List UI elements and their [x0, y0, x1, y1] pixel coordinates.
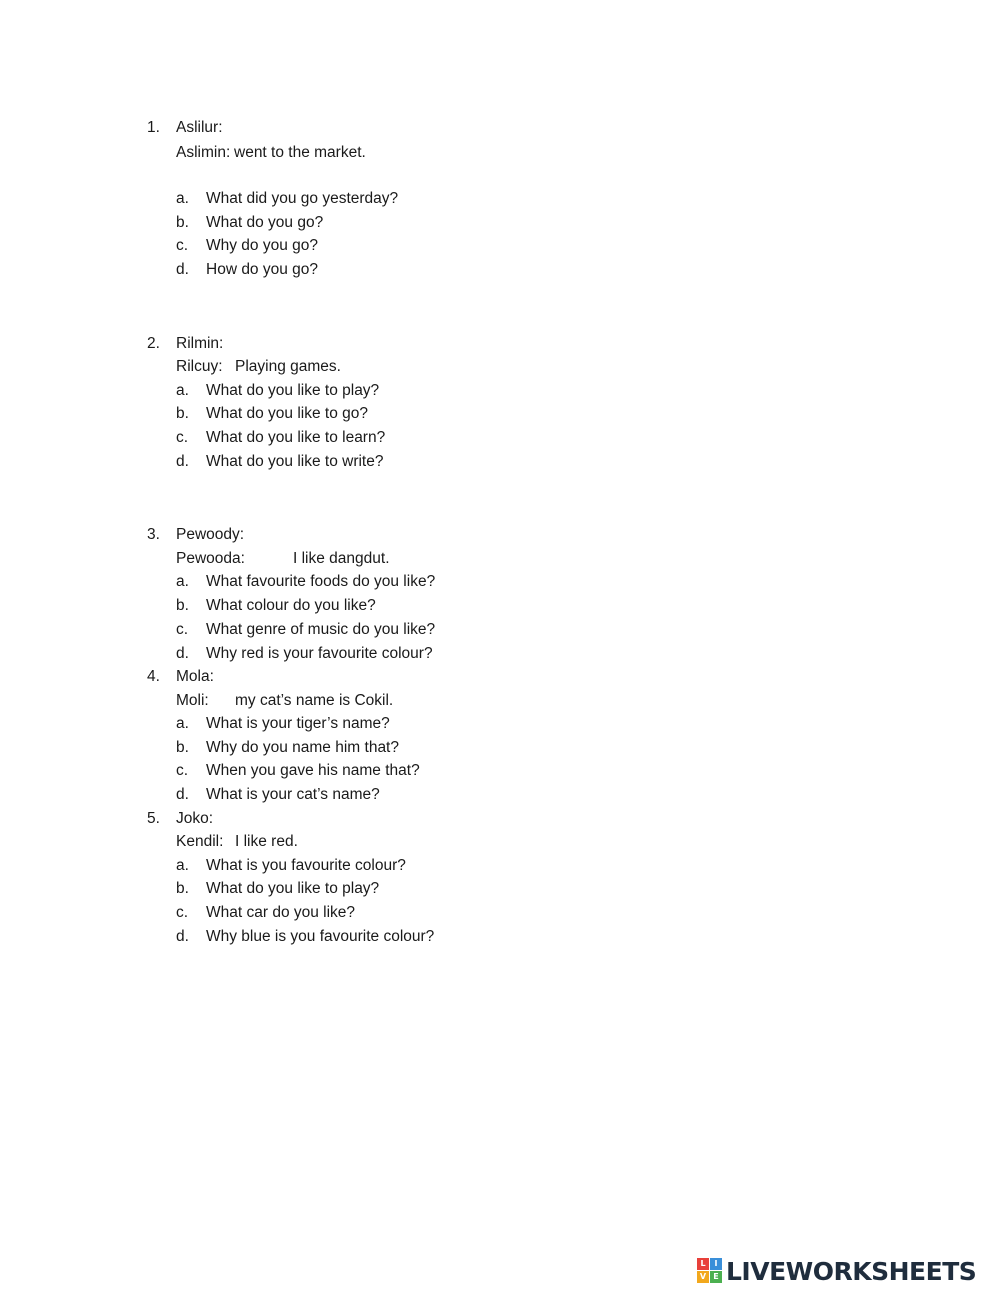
option-letter: b. [176, 739, 189, 756]
option-c[interactable]: When you gave his name that? [206, 762, 420, 779]
option-b[interactable]: Why do you name him that? [206, 739, 399, 756]
question-speaker: Rilmin: [176, 335, 224, 352]
option-c[interactable]: Why do you go? [206, 237, 319, 254]
logo-block-e: E [710, 1271, 722, 1283]
option-d[interactable]: Why red is your favourite colour? [206, 645, 433, 662]
option-a[interactable]: What did you go yesterday? [206, 190, 399, 207]
answer-speaker: Pewooda: [176, 550, 245, 567]
option-letter: d. [176, 453, 189, 470]
logo-block-l: L [697, 1258, 709, 1270]
logo-block-i: I [710, 1258, 722, 1270]
option-letter: c. [176, 429, 189, 446]
option-c[interactable]: What do you like to learn? [206, 429, 386, 446]
option-c[interactable]: What genre of music do you like? [206, 621, 436, 638]
option-letter: a. [176, 857, 189, 874]
answer-text: went to the market. [234, 144, 366, 161]
option-b[interactable]: What do you like to play? [206, 880, 380, 897]
question-speaker: Joko: [176, 810, 214, 827]
option-b[interactable]: What do you go? [206, 214, 324, 231]
answer-speaker: Rilcuy: [176, 358, 223, 375]
option-letter: c. [176, 904, 189, 921]
option-letter: d. [176, 786, 189, 803]
question-number: 2. [147, 335, 160, 352]
logo-text: LIVEWORKSHEETS [726, 1256, 977, 1286]
option-letter: d. [176, 261, 189, 278]
question-number: 4. [147, 668, 160, 685]
option-letter: c. [176, 762, 189, 779]
answer-speaker: Moli: [176, 692, 209, 709]
option-a[interactable]: What is you favourite colour? [206, 857, 406, 874]
option-letter: a. [176, 573, 189, 590]
option-d[interactable]: What do you like to write? [206, 453, 384, 470]
option-letter: b. [176, 214, 189, 231]
option-letter: c. [176, 621, 189, 638]
option-letter: c. [176, 237, 189, 254]
question-speaker: Mola: [176, 668, 214, 685]
option-letter: b. [176, 597, 189, 614]
logo-block-v: V [697, 1271, 709, 1283]
answer-speaker: Kendil: [176, 833, 224, 850]
answer-text: I like dangdut. [293, 550, 390, 567]
option-d[interactable]: What is your cat’s name? [206, 786, 380, 803]
question-speaker: Pewoody: [176, 526, 245, 543]
option-letter: d. [176, 928, 189, 945]
option-letter: a. [176, 715, 189, 732]
answer-text: Playing games. [235, 358, 341, 375]
option-letter: a. [176, 382, 189, 399]
option-letter: b. [176, 405, 189, 422]
liveworksheets-logo [697, 1257, 976, 1285]
option-d[interactable]: Why blue is you favourite colour? [206, 928, 435, 945]
question-speaker: Aslilur: [176, 119, 223, 136]
question-number: 3. [147, 526, 160, 543]
option-b[interactable]: What colour do you like? [206, 597, 376, 614]
option-letter: a. [176, 190, 189, 207]
option-d[interactable]: How do you go? [206, 261, 319, 278]
option-b[interactable]: What do you like to go? [206, 405, 368, 422]
answer-text: I like red. [235, 833, 298, 850]
answer-speaker: Aslimin: [176, 144, 231, 161]
question-number: 5. [147, 810, 160, 827]
option-a[interactable]: What do you like to play? [206, 382, 380, 399]
answer-text: my cat’s name is Cokil. [235, 692, 394, 709]
option-a[interactable]: What favourite foods do you like? [206, 573, 436, 590]
question-number: 1. [147, 119, 160, 136]
logo-blocks-icon [697, 1258, 723, 1284]
option-c[interactable]: What car do you like? [206, 904, 356, 921]
option-letter: d. [176, 645, 189, 662]
option-a[interactable]: What is your tiger’s name? [206, 715, 390, 732]
option-letter: b. [176, 880, 189, 897]
